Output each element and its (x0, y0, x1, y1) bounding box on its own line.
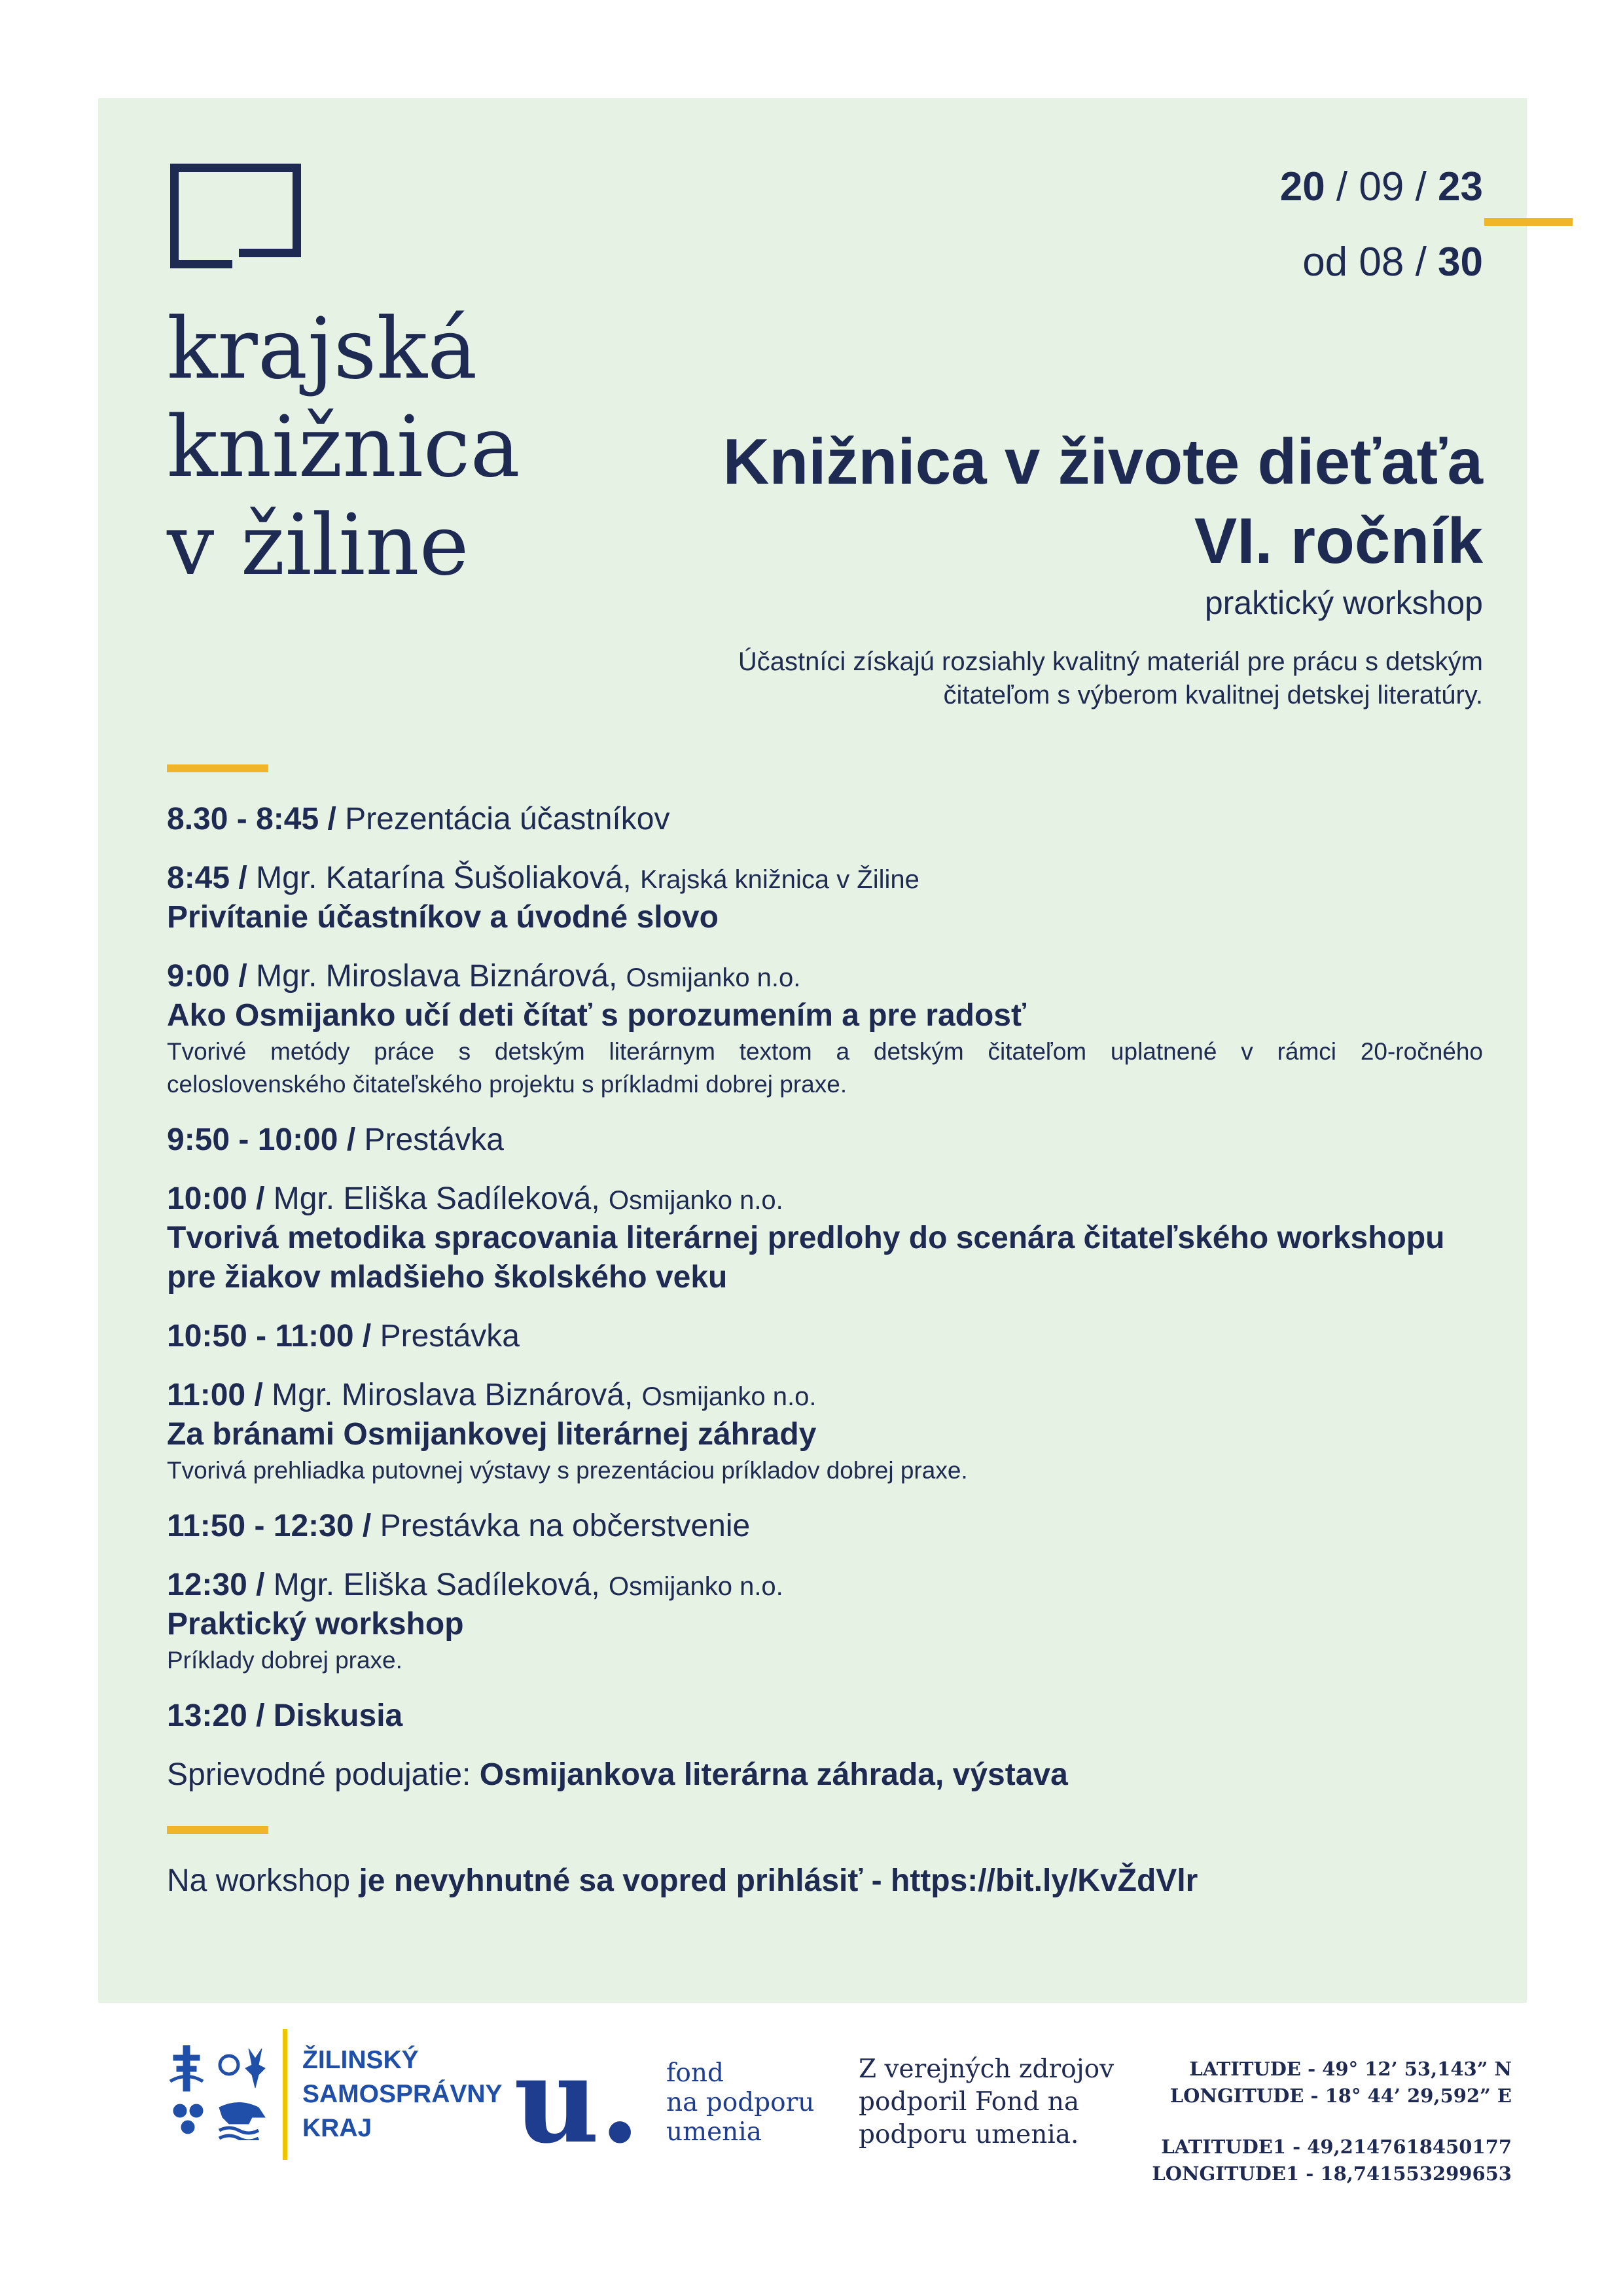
library-name-line-2: knižnica (167, 399, 520, 496)
support-line-3: podporu umenia. (859, 2120, 1079, 2149)
fpu-label-line-1: fond (666, 2058, 724, 2088)
program-item-3-title: Ako Osmijanko učí deti čítať s porozumením a pre radosť (167, 998, 1026, 1033)
program-item-2-title: Privítanie účastníkov a úvodné slovo (167, 900, 719, 935)
program-item-7-header: 11:00 / Mgr. Miroslava Biznárová, Osmijanko n.o. (167, 1378, 817, 1412)
event-title-line-1: Knižnica v živote dieťaťa (722, 425, 1483, 497)
library-name-line-3: v žiline (167, 497, 469, 594)
accent-bar-program (167, 764, 268, 772)
accent-bar-date (1484, 218, 1573, 226)
program-item-5-title-line-2: pre žiakov mladšieho školského veku (167, 1260, 728, 1295)
program-item-6: 10:50 - 11:00 / Prestávka (167, 1319, 520, 1354)
library-logo-icon (167, 160, 304, 272)
program-item-5-header: 10:00 / Mgr. Eliška Sadíleková, Osmijanko n.o. (167, 1181, 783, 1216)
fpu-logo-icon: u. (514, 2032, 641, 2170)
program-item-3-desc-line-1: Tvorivé metódy práce s detským literárnym textom a detským čitateľom uplatnené v rámci 20-ročného (167, 1038, 1483, 1065)
event-time: od 08 / 30 (1302, 240, 1483, 285)
program-item-9-header: 12:30 / Mgr. Eliška Sadíleková, Osmijanko n.o. (167, 1568, 783, 1602)
event-subtitle: praktický workshop (1204, 584, 1483, 621)
program-item-5-title-line-1: Tvorivá metodika spracovania literárnej predlohy do scenára čitateľského workshopu (167, 1221, 1445, 1255)
accent-bar-registration (167, 1826, 268, 1834)
support-line-2: podporil Fond na (859, 2087, 1080, 2117)
coords-latitude: LATITUDE - 49° 12’ 53,143” N (1189, 2058, 1512, 2080)
fpu-label-line-3: umenia (666, 2117, 762, 2147)
event-date: 20 / 09 / 23 (1279, 164, 1483, 209)
program-item-3-header: 9:00 / Mgr. Miroslava Biznárová, Osmijanko n.o. (167, 959, 801, 994)
program-item-2-header: 8:45 / Mgr. Katarína Šušoliaková, Krajská knižnica v Žiline (167, 861, 919, 895)
coords-latitude-decimal: LATITUDE1 - 49,2147618450177 (1161, 2136, 1512, 2158)
program-item-10: 13:20 / Diskusia (167, 1698, 403, 1733)
library-name-line-1: krajská (167, 300, 478, 398)
zsk-label-line-2: SAMOSPRÁVNY (302, 2080, 503, 2108)
program-item-7-title: Za bránami Osmijankovej literárnej záhrady (167, 1417, 817, 1452)
program-item-7-desc: Tvorivá prehliadka putovnej výstavy s prezentáciou príkladov dobrej praxe. (167, 1457, 968, 1484)
accompanying-event: Sprievodné podujatie: Osmijankova literárna záhrada, výstava (167, 1757, 1068, 1792)
zsk-coat-of-arms-icon (167, 2045, 272, 2140)
coords-longitude: LONGITUDE - 18° 44’ 29,592” E (1169, 2085, 1512, 2107)
event-title-line-2: VI. ročník (1194, 505, 1483, 577)
intro-line-1: Účastníci získajú rozsiahly kvalitný materiál pre prácu s detským (738, 647, 1483, 676)
program-item-1: 8.30 - 8:45 / Prezentácia účastníkov (167, 802, 670, 836)
registration-note: Na workshop je nevyhnutné sa vopred prihlásiť - https://bit.ly/KvŽdVlr (167, 1863, 1198, 1898)
program-item-8: 11:50 - 12:30 / Prestávka na občerstvenie (167, 1509, 751, 1543)
fpu-label-line-2: na podporu (666, 2088, 815, 2117)
program-item-4: 9:50 - 10:00 / Prestávka (167, 1122, 504, 1157)
program-item-9-desc: Príklady dobrej praxe. (167, 1647, 402, 1674)
zsk-label-line-1: ŽILINSKÝ (302, 2046, 419, 2074)
zsk-divider (283, 2029, 287, 2160)
program-item-9-title: Praktický workshop (167, 1607, 464, 1641)
program-item-3-desc-line-2: celoslovenského čitateľského projektu s príkladmi dobrej praxe. (167, 1071, 847, 1098)
intro-line-2: čitateľom s výberom kvalitnej detskej literatúry. (943, 681, 1483, 709)
zsk-label-line-3: KRAJ (302, 2114, 372, 2142)
support-line-1: Z verejných zdrojov (859, 2054, 1115, 2084)
coords-longitude-decimal: LONGITUDE1 - 18,741553299653 (1152, 2162, 1512, 2185)
